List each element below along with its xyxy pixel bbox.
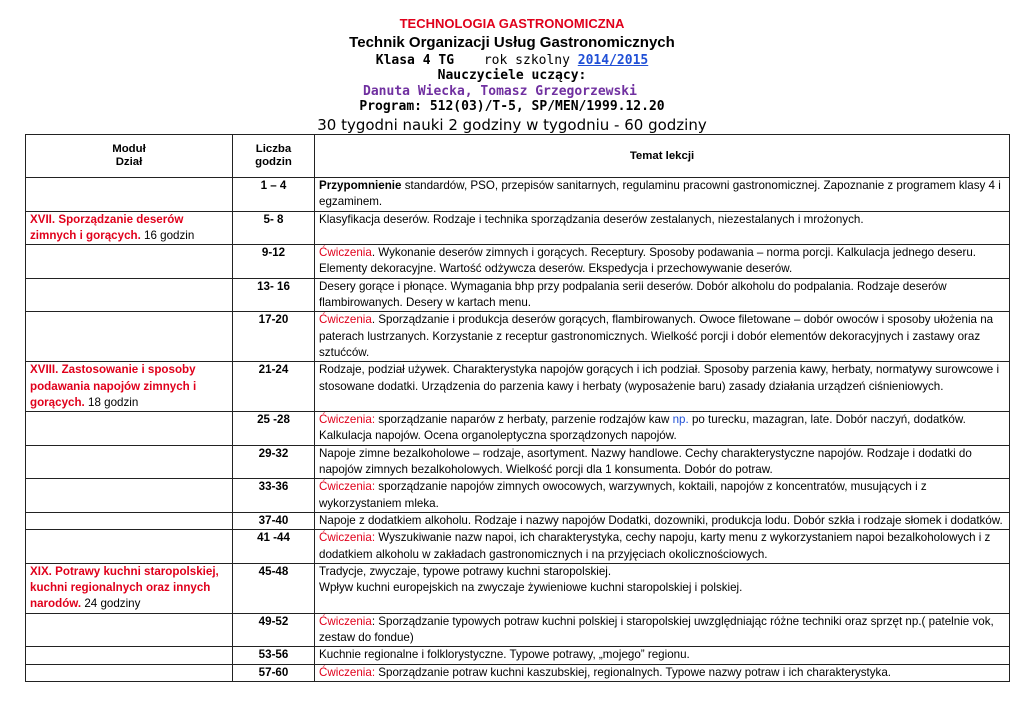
course-title: Technik Organizacji Usług Gastronomicznych — [349, 34, 675, 51]
lesson-topic-cell — [315, 530, 1010, 564]
col-module-line2: Dział — [115, 156, 143, 168]
exercise-label: Ćwiczenia — [319, 614, 372, 628]
col-hours-header — [233, 135, 315, 178]
lesson-hours-cell: 1 – 4 — [233, 178, 315, 212]
table-row — [26, 664, 1010, 681]
topic-text: standardów, PSO, przepisów sanitarnych, regulaminu pracowni gastronomicznej. Zapoznanie z programem klasy 4 i egzaminem. — [319, 179, 1001, 209]
table-row — [26, 445, 1010, 479]
module-title: XVIII. Zastosowanie i sposoby podawania napojów zimnych i gorących. — [30, 363, 197, 409]
exercise-label: Ćwiczenia — [319, 313, 372, 327]
module-cell — [26, 312, 233, 362]
topic-text: sporządzanie naparów z herbaty, parzenie rodzajów kaw — [375, 413, 673, 427]
lesson-topic-cell — [315, 178, 1010, 212]
module-cell — [26, 512, 233, 529]
topic-text: . Sporządzanie i produkcja deserów gorących, flambirowanych. Owoce filetowane – dobór owoców i sposoby ułożenia na paterach lustrzanych. Korzystanie z receptur gastronomicznych. Wielkość porcji i dobór elementów dekoracyjnych i zastawy oraz sztućców. — [319, 313, 994, 359]
lesson-hours-cell: 9-12 — [233, 245, 315, 279]
hours-summary: 30 tygodni nauki 2 godziny w tygodniu - 60 godziny — [317, 116, 707, 134]
module-hours: 18 godzin — [84, 395, 139, 409]
curriculum-table — [25, 134, 1010, 682]
topic-text: Sporządzanie potraw kuchni kaszubskiej, regionalnych. Typowe nazwy potraw i ich charakterystyka. — [375, 665, 892, 679]
module-title: XVII. Sporządzanie deserów zimnych i gorących. — [30, 212, 184, 242]
col-module-line1: Moduł — [112, 143, 146, 155]
topic-text: : Sporządzanie typowych potraw kuchni polskiej i staropolskiej uwzględniając różne techniki oraz sprzęt np.( patelnie vok, zestaw do fondue) — [319, 614, 994, 645]
lesson-topic-cell — [315, 613, 1010, 647]
topic-text: Klasyfikacja deserów. Rodzaje i technika sporządzania deserów zestalanych, niezestalanych i mrożonych. — [319, 212, 864, 226]
lesson-topic-cell — [315, 412, 1010, 446]
lesson-hours-cell: 21-24 — [233, 362, 315, 412]
exercise-label: Ćwiczenia: — [319, 531, 376, 545]
topic-lead: Przypomnienie — [319, 179, 402, 192]
subject-title: TECHNOLOGIA GASTRONOMICZNA — [399, 16, 625, 31]
lesson-hours-cell: 25 -28 — [233, 412, 315, 446]
lesson-topic-cell — [315, 647, 1010, 664]
topic-text-line2: Wpływ kuchni europejskich na zwyczaje żywieniowe kuchni staropolskiej i polskiej. — [319, 581, 743, 595]
col-topic-header: Temat lekcji — [315, 135, 1010, 178]
lesson-hours-cell: 17-20 — [233, 312, 315, 362]
class-label: Klasa 4 TG — [375, 53, 455, 68]
module-cell — [26, 530, 233, 564]
teachers-label: Nauczyciele uczący: — [437, 68, 587, 83]
table-row — [26, 278, 1010, 312]
module-cell — [26, 664, 233, 681]
table-row — [26, 178, 1010, 212]
table-row — [26, 563, 1010, 613]
topic-text: Desery gorące i płonące. Wymagania bhp przy podpalania serii deserów. Dobór alkoholu do podpalania. Rodzaje deserów flambirowanych. Desery w kartach menu. — [319, 279, 947, 310]
program-line: Program: 512(03)/T-5, SP/MEN/1999.12.20 — [359, 99, 665, 114]
lesson-hours-cell: 41 -44 — [233, 530, 315, 564]
table-row — [26, 530, 1010, 564]
table-row — [26, 362, 1010, 412]
lesson-topic-cell — [315, 512, 1010, 529]
table-row — [26, 613, 1010, 647]
topic-text: Wyszukiwanie nazw napoi, ich charakterystyka, cechy napoju, karty menu z wykorzystaniem napoi bezalkoholowych i z dodatkiem alkoholu w zakładach gastronomicznych i na przyjęciach okolicznościowych. — [319, 531, 991, 561]
module-cell — [26, 647, 233, 664]
lesson-hours-cell: 37-40 — [233, 512, 315, 529]
module-cell — [26, 479, 233, 513]
topic-text: Tradycje, zwyczaje, typowe potrawy kuchni staropolskiej. — [319, 564, 612, 578]
table-row — [26, 647, 1010, 664]
topic-text: Napoje z dodatkiem alkoholu. Rodzaje i nazwy napojów Dodatki, dozowniki, produkcja lodu. Dobór szkła i rodzaje słomek i dodatków. — [319, 513, 1003, 527]
module-cell — [26, 445, 233, 479]
module-cell — [26, 563, 233, 613]
col-hours-line2: godzin — [255, 156, 292, 168]
module-cell — [26, 178, 233, 212]
lesson-topic-cell — [315, 563, 1010, 613]
table-row — [26, 412, 1010, 446]
year-label: rok szkolny — [483, 53, 570, 68]
lesson-topic-cell — [315, 278, 1010, 312]
table-row — [26, 245, 1010, 279]
col-module-header — [26, 135, 233, 178]
lesson-hours-cell: 49-52 — [233, 613, 315, 647]
topic-text: Napoje zimne bezalkoholowe – rodzaje, asortyment. Nazwy handlowe. Cechy charakterystyczne napojów. Rodzaje i dodatki do napojów zimnych bezalkoholowych. Wielkość porcji dla 1 konsumenta. Dobór do potraw. — [319, 446, 972, 477]
lesson-hours-cell: 29-32 — [233, 445, 315, 479]
year-value: 2014/2015 — [577, 53, 649, 68]
table-row — [26, 312, 1010, 362]
table-row — [26, 479, 1010, 513]
teachers-names: Danuta Wiecka, Tomasz Grzegorzewski — [363, 84, 637, 99]
table-header-row — [26, 135, 1010, 178]
topic-text: Kuchnie regionalne i folklorystyczne. Typowe potrawy, „mojego” regionu. — [319, 648, 690, 662]
lesson-topic-cell — [315, 664, 1010, 681]
lesson-hours-cell: 53-56 — [233, 647, 315, 664]
lesson-topic-cell — [315, 362, 1010, 412]
topic-text: . Wykonanie deserów zimnych i gorących. Receptury. Sposoby podawania – norma porcji. Kalkulacja jednego deseru. Elementy dekoracyjne. Wartość odżywcza deserów. Ekspedycja i przechowywanie deserów. — [319, 246, 977, 276]
lesson-hours-cell: 13- 16 — [233, 278, 315, 312]
topic-text: Rodzaje, podział używek. Charakterystyka napojów gorących i ich podział. Sposoby parzenia kawy, herbaty, normatywy surowcowe i stosowane dodatki. Urządzenia do parzenia kawy i herbaty (wyposażenie baru) zasady działania urządzeń ciśnieniowych. — [319, 363, 1000, 393]
module-cell — [26, 211, 233, 245]
module-cell — [26, 278, 233, 312]
np-abbrev: np. — [672, 413, 689, 427]
topic-text: sporządzanie napojów zimnych owocowych, warzywnych, koktaili, napojów z koncentratów, musujących i z wykorzystaniem mleka. — [319, 480, 927, 510]
exercise-label: Ćwiczenia: — [319, 413, 376, 427]
exercise-label: Ćwiczenia — [319, 246, 372, 260]
lesson-topic-cell — [315, 312, 1010, 362]
lesson-hours-cell: 45-48 — [233, 563, 315, 613]
topic-text: po turecku, mazagran, late. Dobór naczyń, dodatków. Kalkulacja napojów. Ocena organoleptyczna sporządzonych napojów. — [319, 413, 966, 443]
col-hours-line1: Liczba — [255, 143, 292, 155]
module-title: XIX. Potrawy kuchni staropolskiej, kuchni regionalnych oraz innych narodów. — [30, 564, 219, 611]
table-row — [26, 211, 1010, 245]
lesson-topic-cell — [315, 245, 1010, 279]
exercise-label: Ćwiczenia: — [319, 665, 376, 679]
module-cell — [26, 412, 233, 446]
module-cell — [26, 613, 233, 647]
module-hours: 24 godziny — [81, 597, 141, 611]
lesson-topic-cell — [315, 479, 1010, 513]
lesson-hours-cell: 57-60 — [233, 664, 315, 681]
table-row — [26, 512, 1010, 529]
exercise-label: Ćwiczenia: — [319, 480, 376, 494]
module-cell — [26, 362, 233, 412]
class-line — [0, 53, 1024, 68]
module-hours: 16 godzin — [140, 228, 195, 242]
module-cell — [26, 245, 233, 279]
lesson-hours-cell: 5- 8 — [233, 211, 315, 245]
lesson-topic-cell — [315, 445, 1010, 479]
lesson-topic-cell — [315, 211, 1010, 245]
lesson-hours-cell: 33-36 — [233, 479, 315, 513]
